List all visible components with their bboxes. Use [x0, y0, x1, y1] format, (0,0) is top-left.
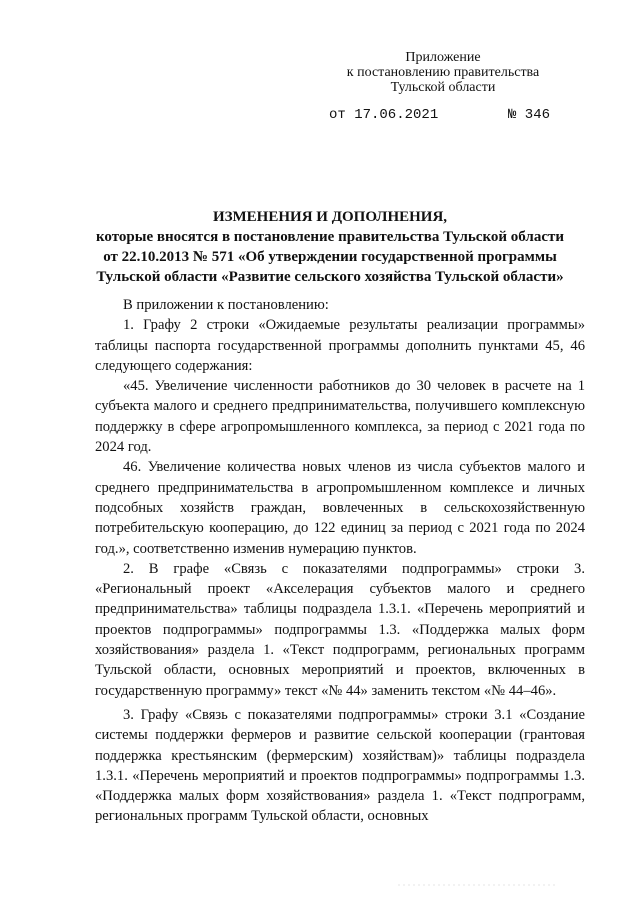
appendix-line-3: Тульской области [390, 80, 496, 95]
item-3-paragraph: 3. Графу «Связь с показателями подпрограммы» строки 3.1 «Создание системы поддержки фермеров и развитие сельской кооперации (грантовая поддержка крестьянским (фермерским) хозяйствам)» таблицы подраздела 1.3.1. «Перечень мероприятий и проектов подпрограммы» подпрограммы 1.3. «Поддержка малых форм хозяйствования» раздела 1. «Текст подпрограмм, региональных программ Тульской области, основных [95, 706, 585, 825]
document-date: от 17.06.2021 [329, 107, 439, 123]
title-line-3: от 22.10.2013 № 571 «Об утверждении государственной программы [103, 249, 557, 265]
scan-artifact [398, 882, 558, 888]
document-body [95, 295, 585, 827]
item-46-paragraph: 46. Увеличение количества новых членов из числа субъектов малого и среднего предпринимательства в агропромышленном комплексе и личных подсобных хозяйств граждан, вовлеченных в сельскохозяйственную потребительскую кооперацию, до 122 единиц за период с 2021 года по 2024 год.», соответственно изменив нумерацию пунктов. [95, 459, 585, 557]
appendix-line-2: к постановлению правительства [346, 65, 540, 80]
item-2-paragraph: 2. В графе «Связь с показателями подпрограммы» строки 3. «Региональный проект «Акселерация субъектов малого и среднего предпринимательства» таблицы подраздела 1.3.1. «Перечень мероприятий и проектов подпрограммы» подпрограммы 1.3. «Поддержка малых форм хозяйствования» раздела 1. «Текст подпрограмм, региональных программ Тульской области, основных мероприятий и проектов, включенных в государственную программу» текст «№ 44» заменить текстом «№ 44–46». [95, 560, 585, 699]
title-line-2: которые вносятся в постановление правительства Тульской области [95, 229, 565, 245]
title-line-1: ИЗМЕНЕНИЯ И ДОПОЛНЕНИЯ, [212, 209, 448, 225]
title-line-4: Тульской области «Развитие сельского хозяйства Тульской области» [96, 269, 564, 285]
appendix-block [328, 50, 558, 95]
item-1-paragraph: 1. Графу 2 строки «Ожидаемые результаты реализации программы» таблицы паспорта государственной программы дополнить пунктами 45, 46 следующего содержания: [95, 317, 585, 374]
document-number: № 346 [508, 107, 551, 123]
document-title [95, 207, 565, 287]
appendix-line-1: Приложение [405, 50, 481, 65]
item-45-paragraph: «45. Увеличение численности работников до 30 человек в расчете на 1 субъекта малого и среднего предпринимательства, получившего комплексную поддержку в сфере агропромышленного комплекса, за период с 2021 года по 2024 год. [95, 378, 585, 456]
intro-paragraph: В приложении к постановлению: [123, 297, 329, 313]
